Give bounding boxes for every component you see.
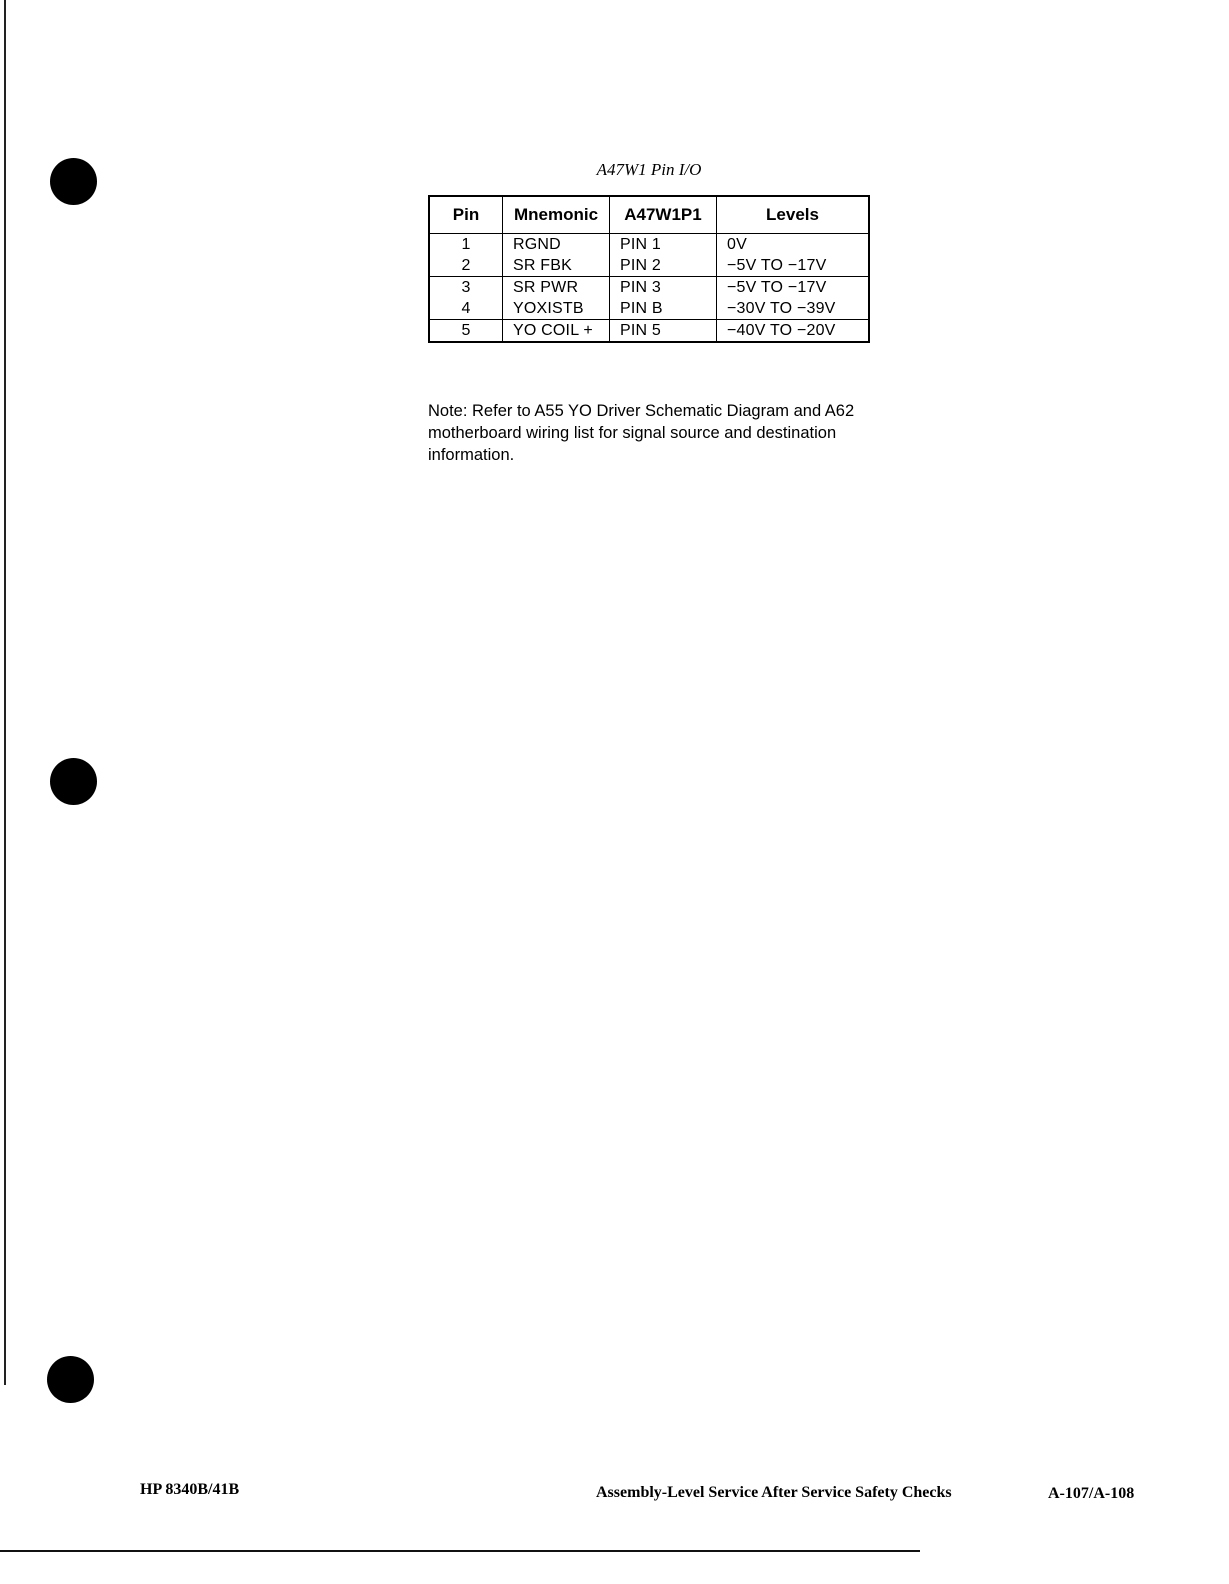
page-left-edge (4, 0, 6, 1385)
table-row (429, 298, 869, 320)
table-title: A47W1 Pin I/O (596, 160, 702, 179)
cell-connector: PIN B (610, 298, 717, 320)
cell-pin: 4 (429, 298, 503, 320)
cell-levels: −5V TO −17V (717, 255, 870, 277)
column-header-pin: Pin (429, 196, 503, 234)
punch-hole (50, 758, 97, 805)
footer-page-number: A-107/A-108 (1048, 1485, 1135, 1502)
cell-levels: −5V TO −17V (717, 277, 870, 299)
pin-io-table (428, 195, 870, 343)
punch-hole (50, 158, 97, 205)
cell-mnemonic: YO COIL + (503, 320, 610, 343)
table-row (429, 234, 869, 256)
cell-connector: PIN 5 (610, 320, 717, 343)
table-header-row (429, 196, 869, 234)
cell-mnemonic: SR FBK (503, 255, 610, 277)
cell-pin: 3 (429, 277, 503, 299)
footer-section-title: Assembly-Level Service After Service Safety Checks (596, 1484, 952, 1501)
punch-hole (47, 1356, 94, 1403)
cell-pin: 2 (429, 255, 503, 277)
column-header-connector: A47W1P1 (610, 196, 717, 234)
table-row (429, 255, 869, 277)
cell-mnemonic: RGND (503, 234, 610, 256)
cell-levels: 0V (717, 234, 870, 256)
cell-connector: PIN 2 (610, 255, 717, 277)
cell-levels: −30V TO −39V (717, 298, 870, 320)
bottom-rule (0, 1550, 920, 1552)
cell-mnemonic: YOXISTB (503, 298, 610, 320)
cell-pin: 1 (429, 234, 503, 256)
column-header-mnemonic: Mnemonic (503, 196, 610, 234)
note-paragraph: Note: Refer to A55 YO Driver Schematic Diagram and A62 motherboard wiring list for signal source and destination information. (428, 402, 855, 464)
cell-mnemonic: SR PWR (503, 277, 610, 299)
cell-pin: 5 (429, 320, 503, 343)
column-header-levels: Levels (717, 196, 870, 234)
table-row (429, 277, 869, 299)
footer-model: HP 8340B/41B (140, 1481, 240, 1498)
cell-levels: −40V TO −20V (717, 320, 870, 343)
table-row (429, 320, 869, 343)
cell-connector: PIN 1 (610, 234, 717, 256)
cell-connector: PIN 3 (610, 277, 717, 299)
